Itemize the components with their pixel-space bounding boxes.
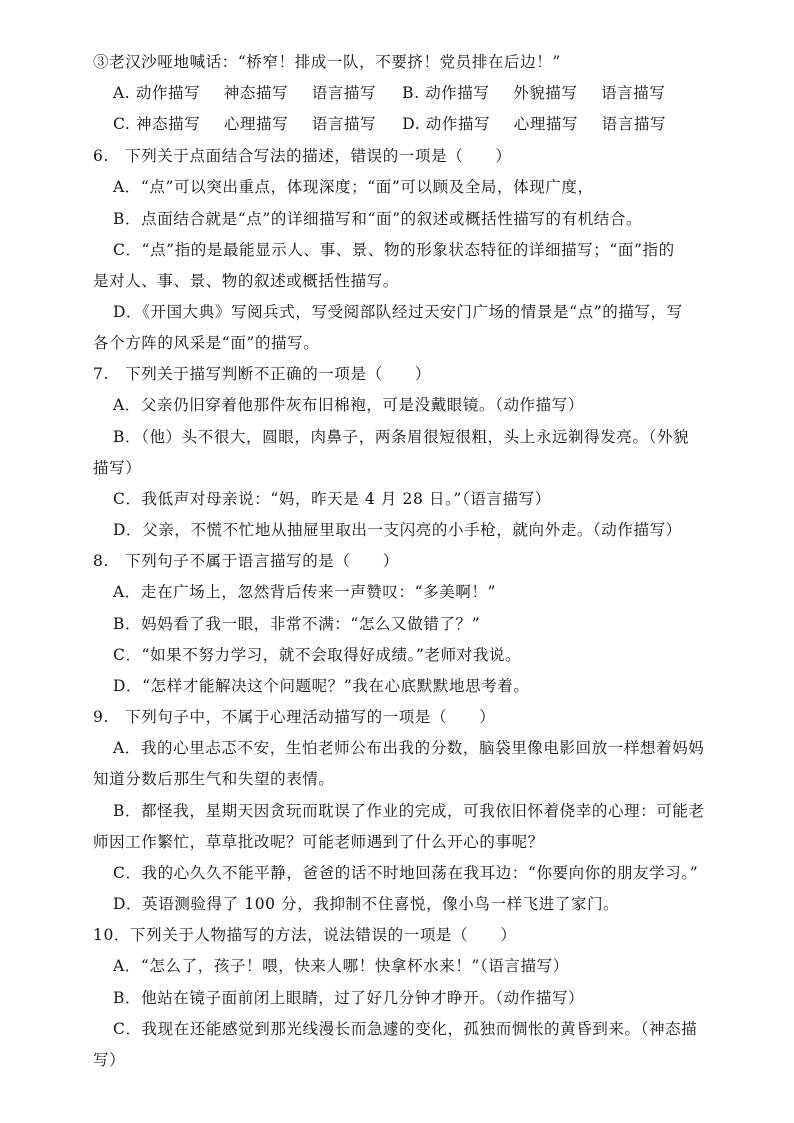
q7-option-c[interactable]: C．我低声对母亲说：“妈，昨天是 4 月 28 日。”（语言描写） [113,490,551,508]
q6-option-b[interactable]: B．点面结合就是“点”的详细描写和“面”的叙述或概括性描写的有机结合。 [113,210,643,228]
q7-option-b-cont: 描写） [93,459,142,477]
q5-stem: ③老汉沙哑地喊话：“桥窄！排成一队，不要挤！党员排在后边！” [93,53,561,71]
q6-option-d-cont: 各个方阵的风采是“面”的描写。 [93,334,320,352]
q7-option-b[interactable]: B．（他）头不很大，圆眼，肉鼻子，两条眉很短很粗，头上永远剃得发亮。（外貌 [113,428,690,446]
q5-options-cd [113,109,713,140]
q8-option-a[interactable]: A．走在广场上，忽然背后传来一声赞叹：“多美啊！” [113,583,497,601]
q5-option-b[interactable]: B. 动作描写 外貌描写 语言描写 [402,84,666,102]
q8-stem: 8. 下列句子不属于语言描写的是（ ） [93,552,399,570]
q10-option-b[interactable]: B．他站在镜子面前闭上眼睛，过了好几分钟才睁开。（动作描写） [113,989,585,1007]
q9-option-a[interactable]: A．我的心里忐忑不安，生怕老师公布出我的分数，脑袋里像电影回放一样想着妈妈 [113,739,705,757]
q6-option-c[interactable]: C．“点”指的是最能显示人、事、景、物的形象状态特征的详细描写；“面”指的 [113,241,675,259]
q6-option-a[interactable]: A．“点”可以突出重点，体现深度；“面”可以顾及全局，体现广度， [113,178,594,196]
q9-option-b[interactable]: B．都怪我，星期天因贪玩而耽误了作业的完成，可我依旧怀着侥幸的心理：可能老 [113,802,705,820]
q6-option-c-cont: 是对人、事、景、物的叙述或概括性描写。 [93,272,399,290]
q6-stem: 6. 下列关于点面结合写法的描述，错误的一项是（ ） [93,147,512,165]
q7-option-d[interactable]: D．父亲，不慌不忙地从抽屉里取出一支闪亮的小手枪，就向外走。（动作描写） [113,521,682,539]
q6-option-d[interactable]: D．《开国大典》写阅兵式，写受阅部队经过天安门广场的情景是“点”的描写，写 [113,303,683,321]
q9-option-b-cont: 师因工作繁忙，草草批改呢？可能老师遇到了什么开心的事呢？ [93,833,544,851]
q10-option-c[interactable]: C．我现在还能感觉到那光线漫长而急遽的变化，孤独而惆怅的黄昏到来。（神态描 [113,1020,698,1038]
q9-option-a-cont: 知道分数后那生气和失望的表情。 [93,770,335,788]
q8-option-c[interactable]: C．“如果不努力学习，就不会取得好成绩。”老师对我说。 [113,646,522,664]
q10-option-c-cont: 写） [93,1051,126,1069]
q7-option-a[interactable]: A．父亲仍旧穿着他那件灰布旧棉袍，可是没戴眼镜。（动作描写） [113,396,584,414]
q9-option-c[interactable]: C．我的心久久不能平静，爸爸的话不时地回荡在我耳边：“你要向你的朋友学习。” [113,864,699,882]
q9-option-d[interactable]: D．英语测验得了 100 分，我抑制不住喜悦，像小鸟一样飞进了家门。 [113,895,620,913]
q8-option-b[interactable]: B．妈妈看了我一眼，非常不满：“怎么又做错了？” [113,615,481,633]
q10-stem: 10．下列关于人物描写的方法，说法错误的一项是（ ） [93,926,517,944]
q5-option-a[interactable]: A. 动作描写 神态描写 语言描写 [113,84,377,102]
q8-option-d[interactable]: D．“怎样才能解决这个问题呢？”我在心底默默地思考着。 [113,677,530,695]
q9-stem: 9. 下列句子中，不属于心理活动描写的一项是（ ） [93,708,496,726]
q5-option-c[interactable]: C. 神态描写 心理描写 语言描写 [113,115,377,133]
q5-option-d[interactable]: D. 动作描写 心理描写 语言描写 [402,115,667,133]
q5-options-ab [113,78,713,109]
q7-stem: 7. 下列关于描写判断不正确的一项是（ ） [93,365,431,383]
q10-option-a[interactable]: A．“怎么了，孩子！喂，快来人哪！快拿杯水来！”（语言描写） [113,957,569,975]
